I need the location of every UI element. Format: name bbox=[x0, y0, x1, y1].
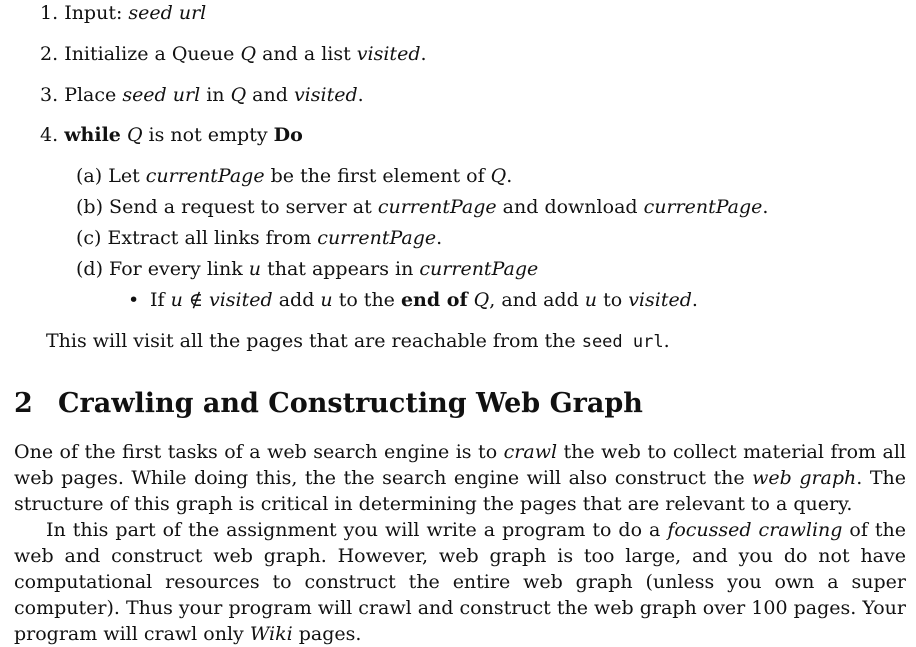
substep-text: that appears in bbox=[261, 258, 420, 280]
step-text: in bbox=[200, 84, 231, 106]
substep-text: and download bbox=[496, 196, 644, 218]
keyword-do: Do bbox=[273, 124, 303, 146]
step-text: Input: bbox=[64, 2, 129, 24]
emphasis-crawl: crawl bbox=[503, 441, 558, 463]
substep-c bbox=[76, 227, 442, 249]
emphasis-wiki: Wiki bbox=[249, 623, 293, 645]
bullet-item bbox=[128, 289, 698, 311]
math-currentpage: currentPage bbox=[419, 258, 539, 280]
substep-d bbox=[76, 258, 538, 280]
section-number: 2 bbox=[14, 388, 33, 419]
substep-text: For every link bbox=[109, 258, 249, 280]
bullet-icon: • bbox=[128, 289, 140, 311]
math-u: u bbox=[170, 289, 183, 311]
math-u: u bbox=[248, 258, 262, 280]
step-text: Place bbox=[64, 84, 123, 106]
math-seed-url: seed url bbox=[128, 2, 207, 24]
substep-text: Extract all links from bbox=[107, 227, 318, 249]
bullet-text: add bbox=[272, 289, 321, 311]
substep-text: . bbox=[762, 196, 769, 218]
substep-a bbox=[76, 165, 512, 187]
step-text: Initialize a Queue bbox=[64, 43, 241, 65]
math-currentpage: currentPage bbox=[145, 165, 265, 187]
math-currentpage: currentPage bbox=[643, 196, 763, 218]
code-seed-url: seed url bbox=[581, 332, 664, 352]
summary-text: This will visit all the pages that are reachable from the bbox=[46, 330, 582, 352]
step-4 bbox=[40, 124, 303, 146]
emphasis-web-graph: web graph bbox=[752, 467, 857, 489]
substep-label: (a) bbox=[76, 165, 103, 187]
math-q: Q bbox=[230, 84, 247, 106]
bullet-text: to the bbox=[332, 289, 401, 311]
step-number: 2. bbox=[40, 43, 59, 65]
substep-text: Let bbox=[108, 165, 146, 187]
paragraph-text: In this part of the assignment you will write a program to do a bbox=[46, 519, 668, 541]
math-visited: visited bbox=[356, 43, 421, 65]
bullet-text: . bbox=[691, 289, 698, 311]
keyword-while: while bbox=[64, 124, 121, 146]
summary-text: . bbox=[663, 330, 670, 352]
substep-label: (d) bbox=[76, 258, 103, 280]
math-u: u bbox=[320, 289, 333, 311]
step-number: 1. bbox=[40, 2, 59, 24]
paragraph-text: . The structure of this graph is critical in determining the pages that are relevant to a query. bbox=[14, 467, 906, 515]
bullet-text: to bbox=[597, 289, 629, 311]
substep-b bbox=[76, 196, 768, 218]
paragraph-text: of the web and construct web graph. However, web graph is too large, and you do not have computational resources to construct the entire web graph (unless you own a super computer). Thus your program will crawl and construct the web graph over 100 pages. Your program will crawl only bbox=[14, 519, 906, 645]
emphasis-focussed-crawling: focussed crawling bbox=[667, 519, 843, 541]
paragraph-text: One of the first tasks of a web search engine is to bbox=[14, 441, 504, 463]
substep-label: (b) bbox=[76, 196, 103, 218]
section-title: Crawling and Constructing Web Graph bbox=[58, 388, 643, 419]
step-2 bbox=[40, 43, 427, 65]
substep-text: . bbox=[506, 165, 513, 187]
math-seed-url: seed url bbox=[122, 84, 201, 106]
not-in-symbol: ∉ bbox=[182, 289, 209, 311]
step-text: . bbox=[420, 43, 427, 65]
bullet-text: If bbox=[150, 289, 171, 311]
substep-text: be the first element of bbox=[264, 165, 491, 187]
substep-text: . bbox=[436, 227, 443, 249]
math-q: Q bbox=[490, 165, 507, 187]
paragraph-text: the web to collect material from all web pages. While doing this, the the search engine will also construct the bbox=[14, 441, 907, 489]
math-visited: visited bbox=[208, 289, 273, 311]
step-text: and bbox=[246, 84, 294, 106]
step-number: 4. bbox=[40, 124, 59, 146]
bold-end-of: end of bbox=[400, 289, 468, 311]
section-heading bbox=[14, 388, 643, 419]
math-currentpage: currentPage bbox=[377, 196, 497, 218]
step-text: and a list bbox=[256, 43, 357, 65]
math-q: Q bbox=[240, 43, 257, 65]
math-u: u bbox=[584, 289, 598, 311]
substep-label: (c) bbox=[76, 227, 102, 249]
step-number: 3. bbox=[40, 84, 59, 106]
substep-text: Send a request to server at bbox=[109, 196, 378, 218]
step-text: . bbox=[357, 84, 364, 106]
math-visited: visited bbox=[628, 289, 692, 311]
paragraph-2 bbox=[14, 517, 906, 647]
math-visited: visited bbox=[293, 84, 358, 106]
algorithm-summary bbox=[46, 330, 670, 353]
step-1 bbox=[40, 2, 206, 24]
math-q: Q bbox=[473, 289, 490, 311]
bullet-text: , and add bbox=[489, 289, 585, 311]
step-3 bbox=[40, 84, 364, 106]
step-text: is not empty bbox=[142, 124, 274, 146]
math-currentpage: currentPage bbox=[317, 227, 437, 249]
paragraph-1 bbox=[14, 439, 906, 517]
math-q: Q bbox=[126, 124, 143, 146]
paragraph-text: pages. bbox=[292, 623, 362, 645]
